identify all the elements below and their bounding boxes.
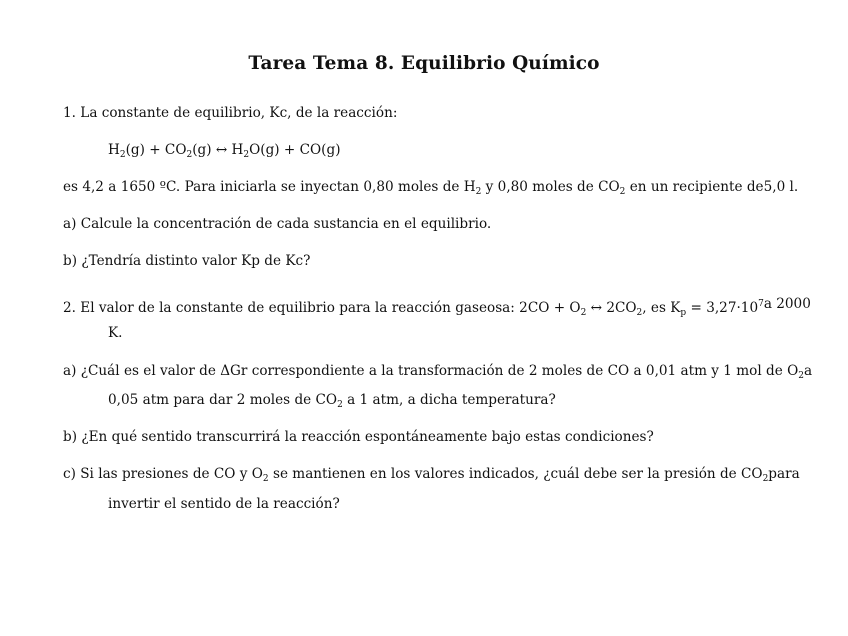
q2-part-b: b) ¿En qué sentido transcurrirá la reacción espontáneamente bajo estas condiciones? — [63, 429, 654, 445]
page-title: Tarea Tema 8. Equilibrio Químico — [248, 53, 600, 74]
q2-part-a-cont: 0,05 atm para dar 2 moles de $CO_2$ a 1 atm, a dicha temperatura? — [108, 392, 556, 410]
q1-intro: 1. La constante de equilibrio, Kc, de la reacción: — [63, 105, 398, 121]
q1-conditions: es 4,2 a 1650 ºC. Para iniciarla se inyectan 0,80 moles de $H_2$ y 0,80 moles de $CO_2$ en un recipiente de 5,0 l. — [63, 179, 799, 197]
q2-part-c-cont: invertir el sentido de la reacción? — [108, 496, 340, 512]
q1-equation: $H_2(g) + CO_2(g)$ ↔ $H_2O(g) + CO(g)$ — [108, 142, 341, 160]
q2-intro: 2. El valor de la constante de equilibrio para la reacción gaseosa: $2CO + O_2$ ↔ $2CO_2$, es $K_p = 3,27\cdot 10^7$ a 2000 — [63, 296, 811, 318]
q2-intro-cont: K. — [108, 325, 123, 341]
q2-part-c: c) Si las presiones de CO y $O_2$ se mantienen en los valores indicados, ¿cuál debe ser la presión de $CO_2$ para — [63, 466, 800, 484]
q2-part-a: a) ¿Cuál es el valor de ΔGr correspondiente a la transformación de 2 moles de CO a 0,01 atm y 1 mol de $O_2$ a — [63, 363, 813, 381]
q1-part-b: b) ¿Tendría distinto valor Kp de Kc? — [63, 253, 311, 269]
q1-part-a: a) Calcule la concentración de cada sustancia en el equilibrio. — [63, 216, 492, 232]
